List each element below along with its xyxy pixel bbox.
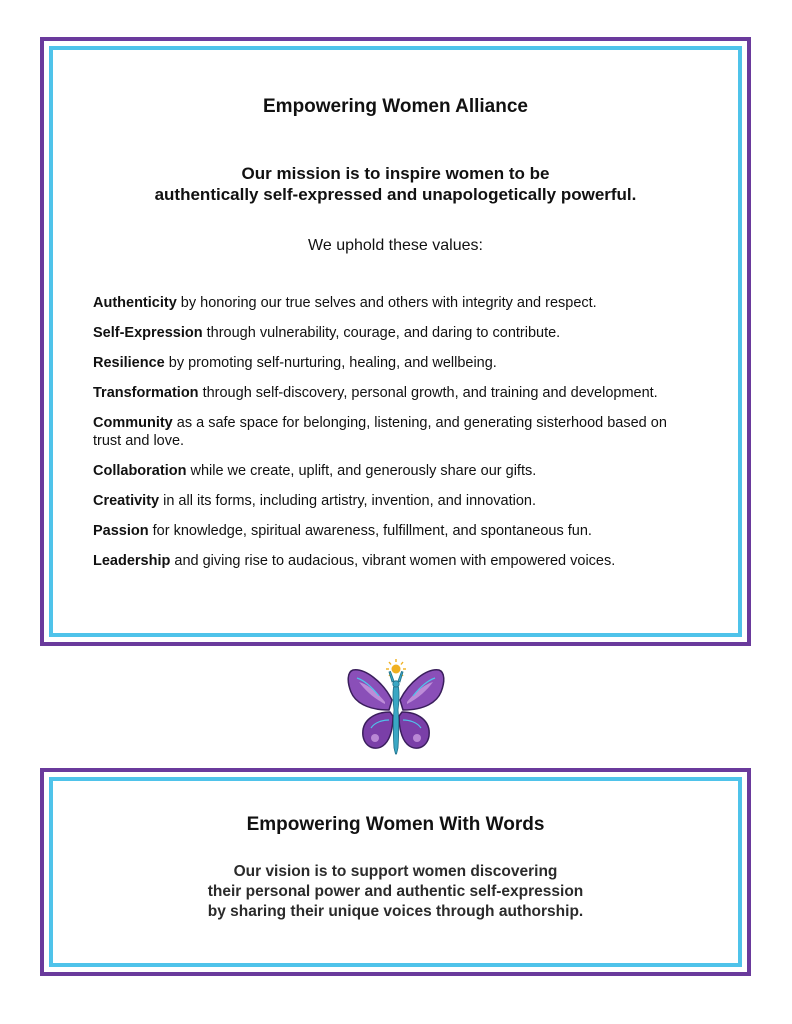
value-term: Resilience	[93, 355, 165, 371]
vision-line: their personal power and authentic self-expression	[207, 883, 584, 900]
value-text: through self-discovery, personal growth, and training and development.	[198, 385, 658, 401]
vision-statement	[44, 862, 747, 922]
mission-panel	[40, 37, 751, 646]
value-term: Authenticity	[93, 295, 177, 311]
alliance-title: Empowering Women Alliance	[263, 96, 528, 117]
value-text: while we create, uplift, and generously share our gifts.	[186, 463, 537, 479]
value-item	[93, 294, 693, 312]
value-item	[93, 462, 693, 480]
value-text: as a safe space for belonging, listening, and generating sisterhood based on trust and love.	[93, 415, 667, 449]
value-item	[93, 552, 693, 570]
value-item	[93, 522, 693, 540]
value-item	[93, 492, 693, 510]
words-title: Empowering Women With Words	[246, 814, 545, 835]
value-text: through vulnerability, courage, and daring to contribute.	[202, 325, 561, 341]
value-term: Leadership	[93, 553, 171, 569]
value-term: Collaboration	[93, 463, 187, 479]
vision-line: Our vision is to support women discovering	[233, 863, 558, 880]
value-text: in all its forms, including artistry, invention, and innovation.	[159, 493, 537, 509]
value-item	[93, 354, 693, 372]
value-item	[93, 384, 693, 402]
value-item	[93, 324, 693, 342]
value-text: by honoring our true selves and others with integrity and respect.	[176, 295, 597, 311]
mission-line: Our mission is to inspire women to be	[241, 164, 550, 183]
sun-icon	[386, 659, 406, 676]
value-item	[93, 414, 693, 450]
value-term: Community	[93, 415, 173, 431]
value-text: by promoting self-nurturing, healing, and wellbeing.	[164, 355, 497, 371]
mission-line: authentically self-expressed and unapologetically powerful.	[154, 185, 637, 204]
values-list	[93, 294, 693, 582]
values-intro: We uphold these values:	[308, 237, 483, 254]
vision-panel	[40, 768, 751, 976]
vision-line: by sharing their unique voices through authorship.	[207, 903, 584, 920]
value-term: Self-Expression	[93, 325, 203, 341]
mission-statement	[44, 163, 747, 205]
value-term: Creativity	[93, 493, 160, 509]
butterfly-woman-logo-icon	[345, 658, 447, 758]
value-term: Transformation	[93, 385, 199, 401]
value-term: Passion	[93, 523, 149, 539]
value-text: for knowledge, spiritual awareness, fulfillment, and spontaneous fun.	[148, 523, 592, 539]
value-text: and giving rise to audacious, vibrant women with empowered voices.	[170, 553, 616, 569]
